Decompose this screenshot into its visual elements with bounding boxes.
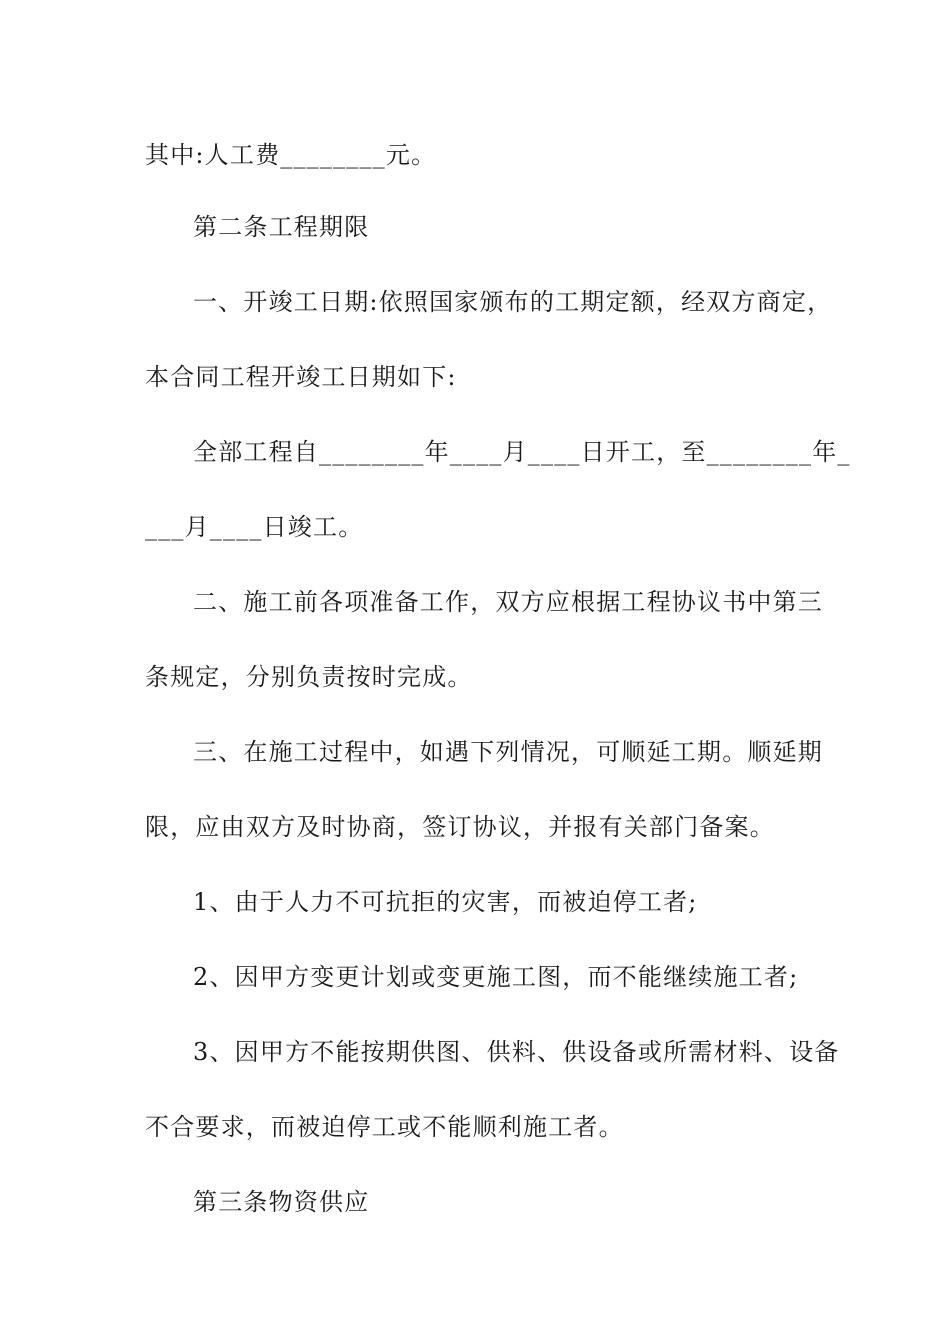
list-item-3-cont: 不合要求，而被迫停工或不能顺利施工者。 [145,1113,624,1141]
text-line-labor-cost: 其中:人工费________元。 [145,141,437,169]
text-line-dates-intro-cont: 本合同工程开竣工日期如下: [145,363,457,391]
text-line-preparation-cont: 条规定，分别负责按时完成。 [145,663,473,691]
text-line-extension-cont: 限，应由双方及时协商，签订协议，并报有关部门备案。 [145,813,775,841]
heading-article-3: 第三条物资供应 [193,1188,370,1216]
list-item-1: 1、由于人力不可抗拒的灾害，而被迫停工者; [193,888,698,916]
heading-article-2: 第二条工程期限 [193,213,370,241]
text-line-schedule-cont: ___月____日竣工。 [145,513,364,541]
text-line-schedule: 全部工程自________年____月____日开工，至________年_ [193,438,851,466]
text-line-dates-intro: 一、开竣工日期:依照国家颁布的工期定额，经双方商定， [193,288,833,316]
list-item-3: 3、因甲方不能按期供图、供料、供设备或所需材料、设备 [193,1038,840,1066]
list-item-2: 2、因甲方变更计划或变更施工图，而不能继续施工者; [193,963,799,991]
text-line-preparation: 二、施工前各项准备工作，双方应根据工程协议书中第三 [193,588,823,616]
text-line-extension: 三、在施工过程中，如遇下列情况，可顺延工期。顺延期 [193,738,823,766]
